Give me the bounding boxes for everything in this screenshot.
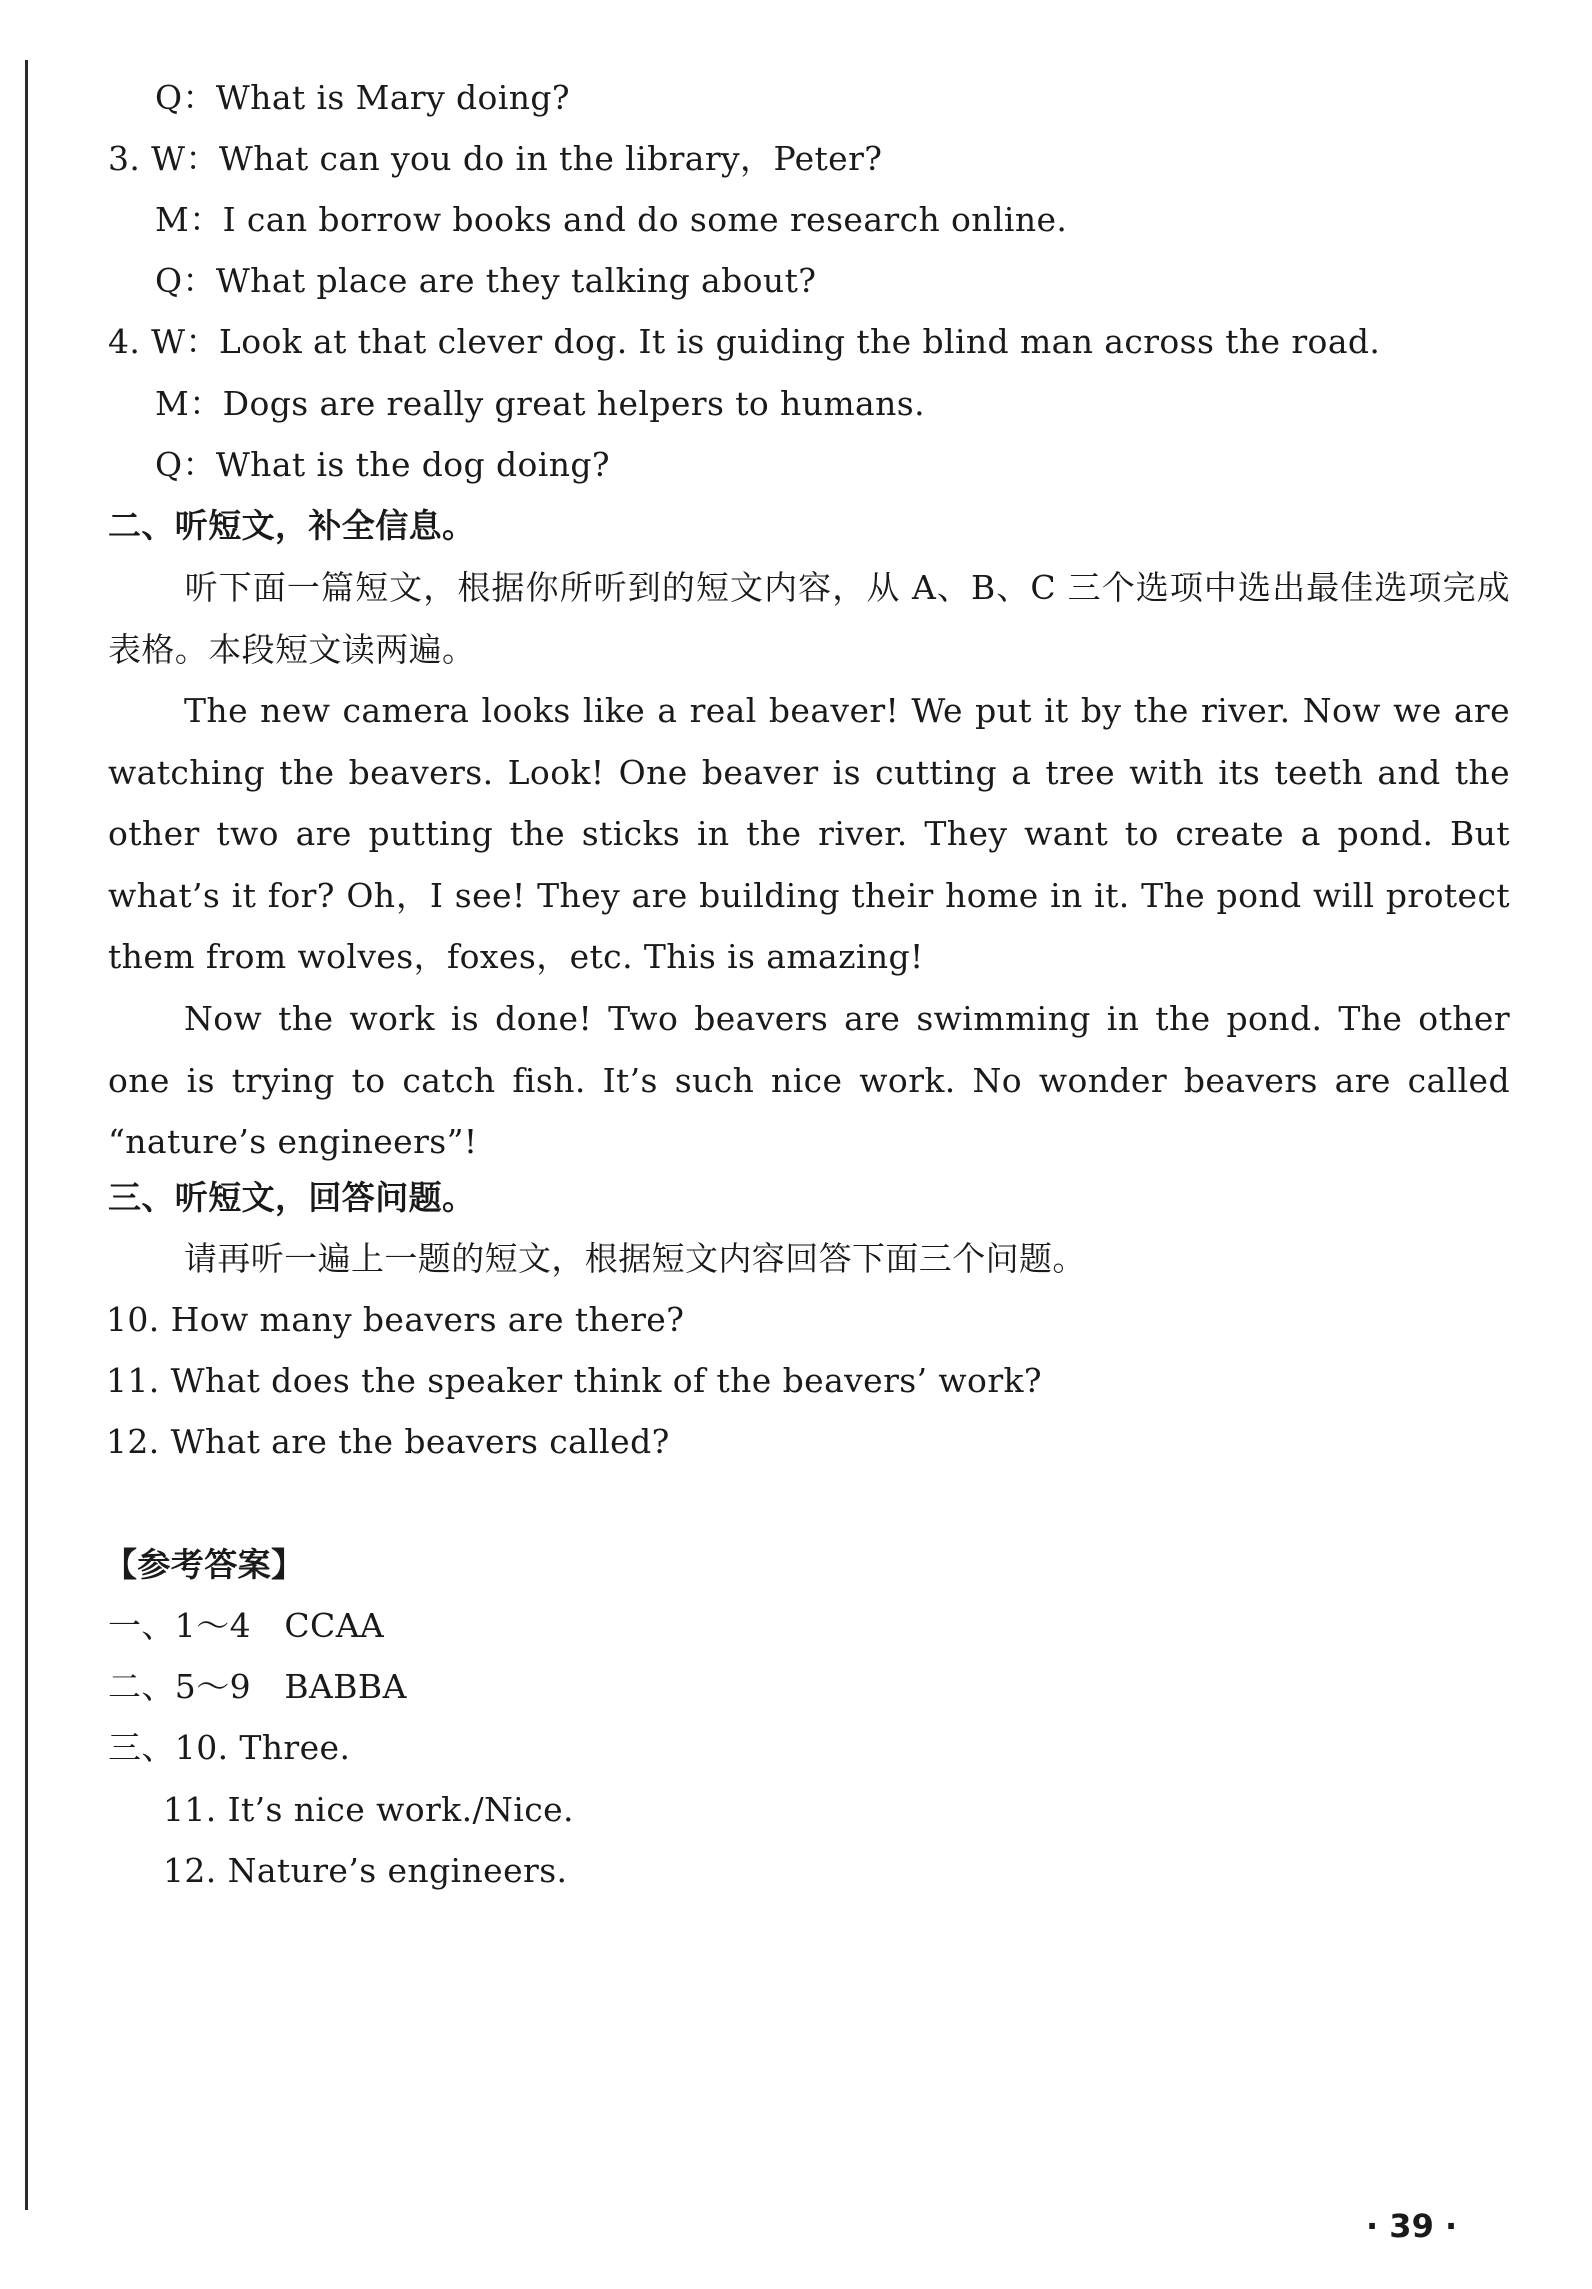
question-11: 11. What does the speaker think of the beavers’ work? xyxy=(106,1361,1042,1400)
answer-5-9: 二、5～9 BABBA xyxy=(108,1667,407,1706)
answer-12: 12. Nature’s engineers. xyxy=(163,1851,568,1890)
item3-q: Q：What place are they talking about? xyxy=(155,261,817,300)
left-margin-rule xyxy=(25,60,28,2210)
item4-w: 4. W：Look at that clever dog. It is guiding the blind man across the road. xyxy=(108,322,1381,361)
item4-m: M：Dogs are really great helpers to humans. xyxy=(155,384,925,423)
part2-instruction xyxy=(108,557,1510,680)
question-12: 12. What are the beavers called? xyxy=(106,1422,670,1461)
passage-paragraph-2-text: Now the work is done! Two beavers are swimming in the pond. The other one is trying to catch fish. It’s such nice work. No wonder beavers are called “nature’s engineers”! xyxy=(108,999,1510,1161)
part2-instruction-text: 听下面一篇短文，根据你所听到的短文内容，从 A、B、C 三个选项中选出最佳选项完成表格。本段短文读两遍。 xyxy=(108,568,1510,669)
answer-10: 三、10. Three. xyxy=(108,1728,351,1767)
passage-paragraph-1-text: The new camera looks like a real beaver! We put it by the river. Now we are watching the beavers. Look! One beaver is cutting a tree with its teeth and the other two are putting the sticks in the river. They want to create a pond. But what’s it for? Oh，I see! They are building their home in it. The pond will protect them from wolves，foxes，etc. This is amazing! xyxy=(108,691,1510,976)
passage-paragraph-2 xyxy=(108,988,1510,1173)
item4-q: Q：What is the dog doing? xyxy=(155,445,610,484)
item3-w: 3. W：What can you do in the library，Peter? xyxy=(108,139,883,178)
part3-instruction: 请再听一遍上一题的短文，根据短文内容回答下面三个问题。 xyxy=(184,1239,1086,1278)
answer-11: 11. It’s nice work./Nice. xyxy=(163,1790,574,1829)
part2-heading: 二、听短文，补全信息。 xyxy=(108,506,476,545)
question-10: 10. How many beavers are there? xyxy=(106,1300,685,1339)
answer-1-4: 一、1～4 CCAA xyxy=(108,1606,385,1645)
q2-question: Q：What is Mary doing? xyxy=(155,78,571,117)
item3-m: M：I can borrow books and do some research online. xyxy=(155,200,1068,239)
page-number: · 39 · xyxy=(1366,2207,1458,2245)
part3-heading: 三、听短文，回答问题。 xyxy=(108,1178,476,1217)
passage-paragraph-1 xyxy=(108,680,1510,988)
answers-heading: 【参考答案】 xyxy=(104,1545,305,1584)
